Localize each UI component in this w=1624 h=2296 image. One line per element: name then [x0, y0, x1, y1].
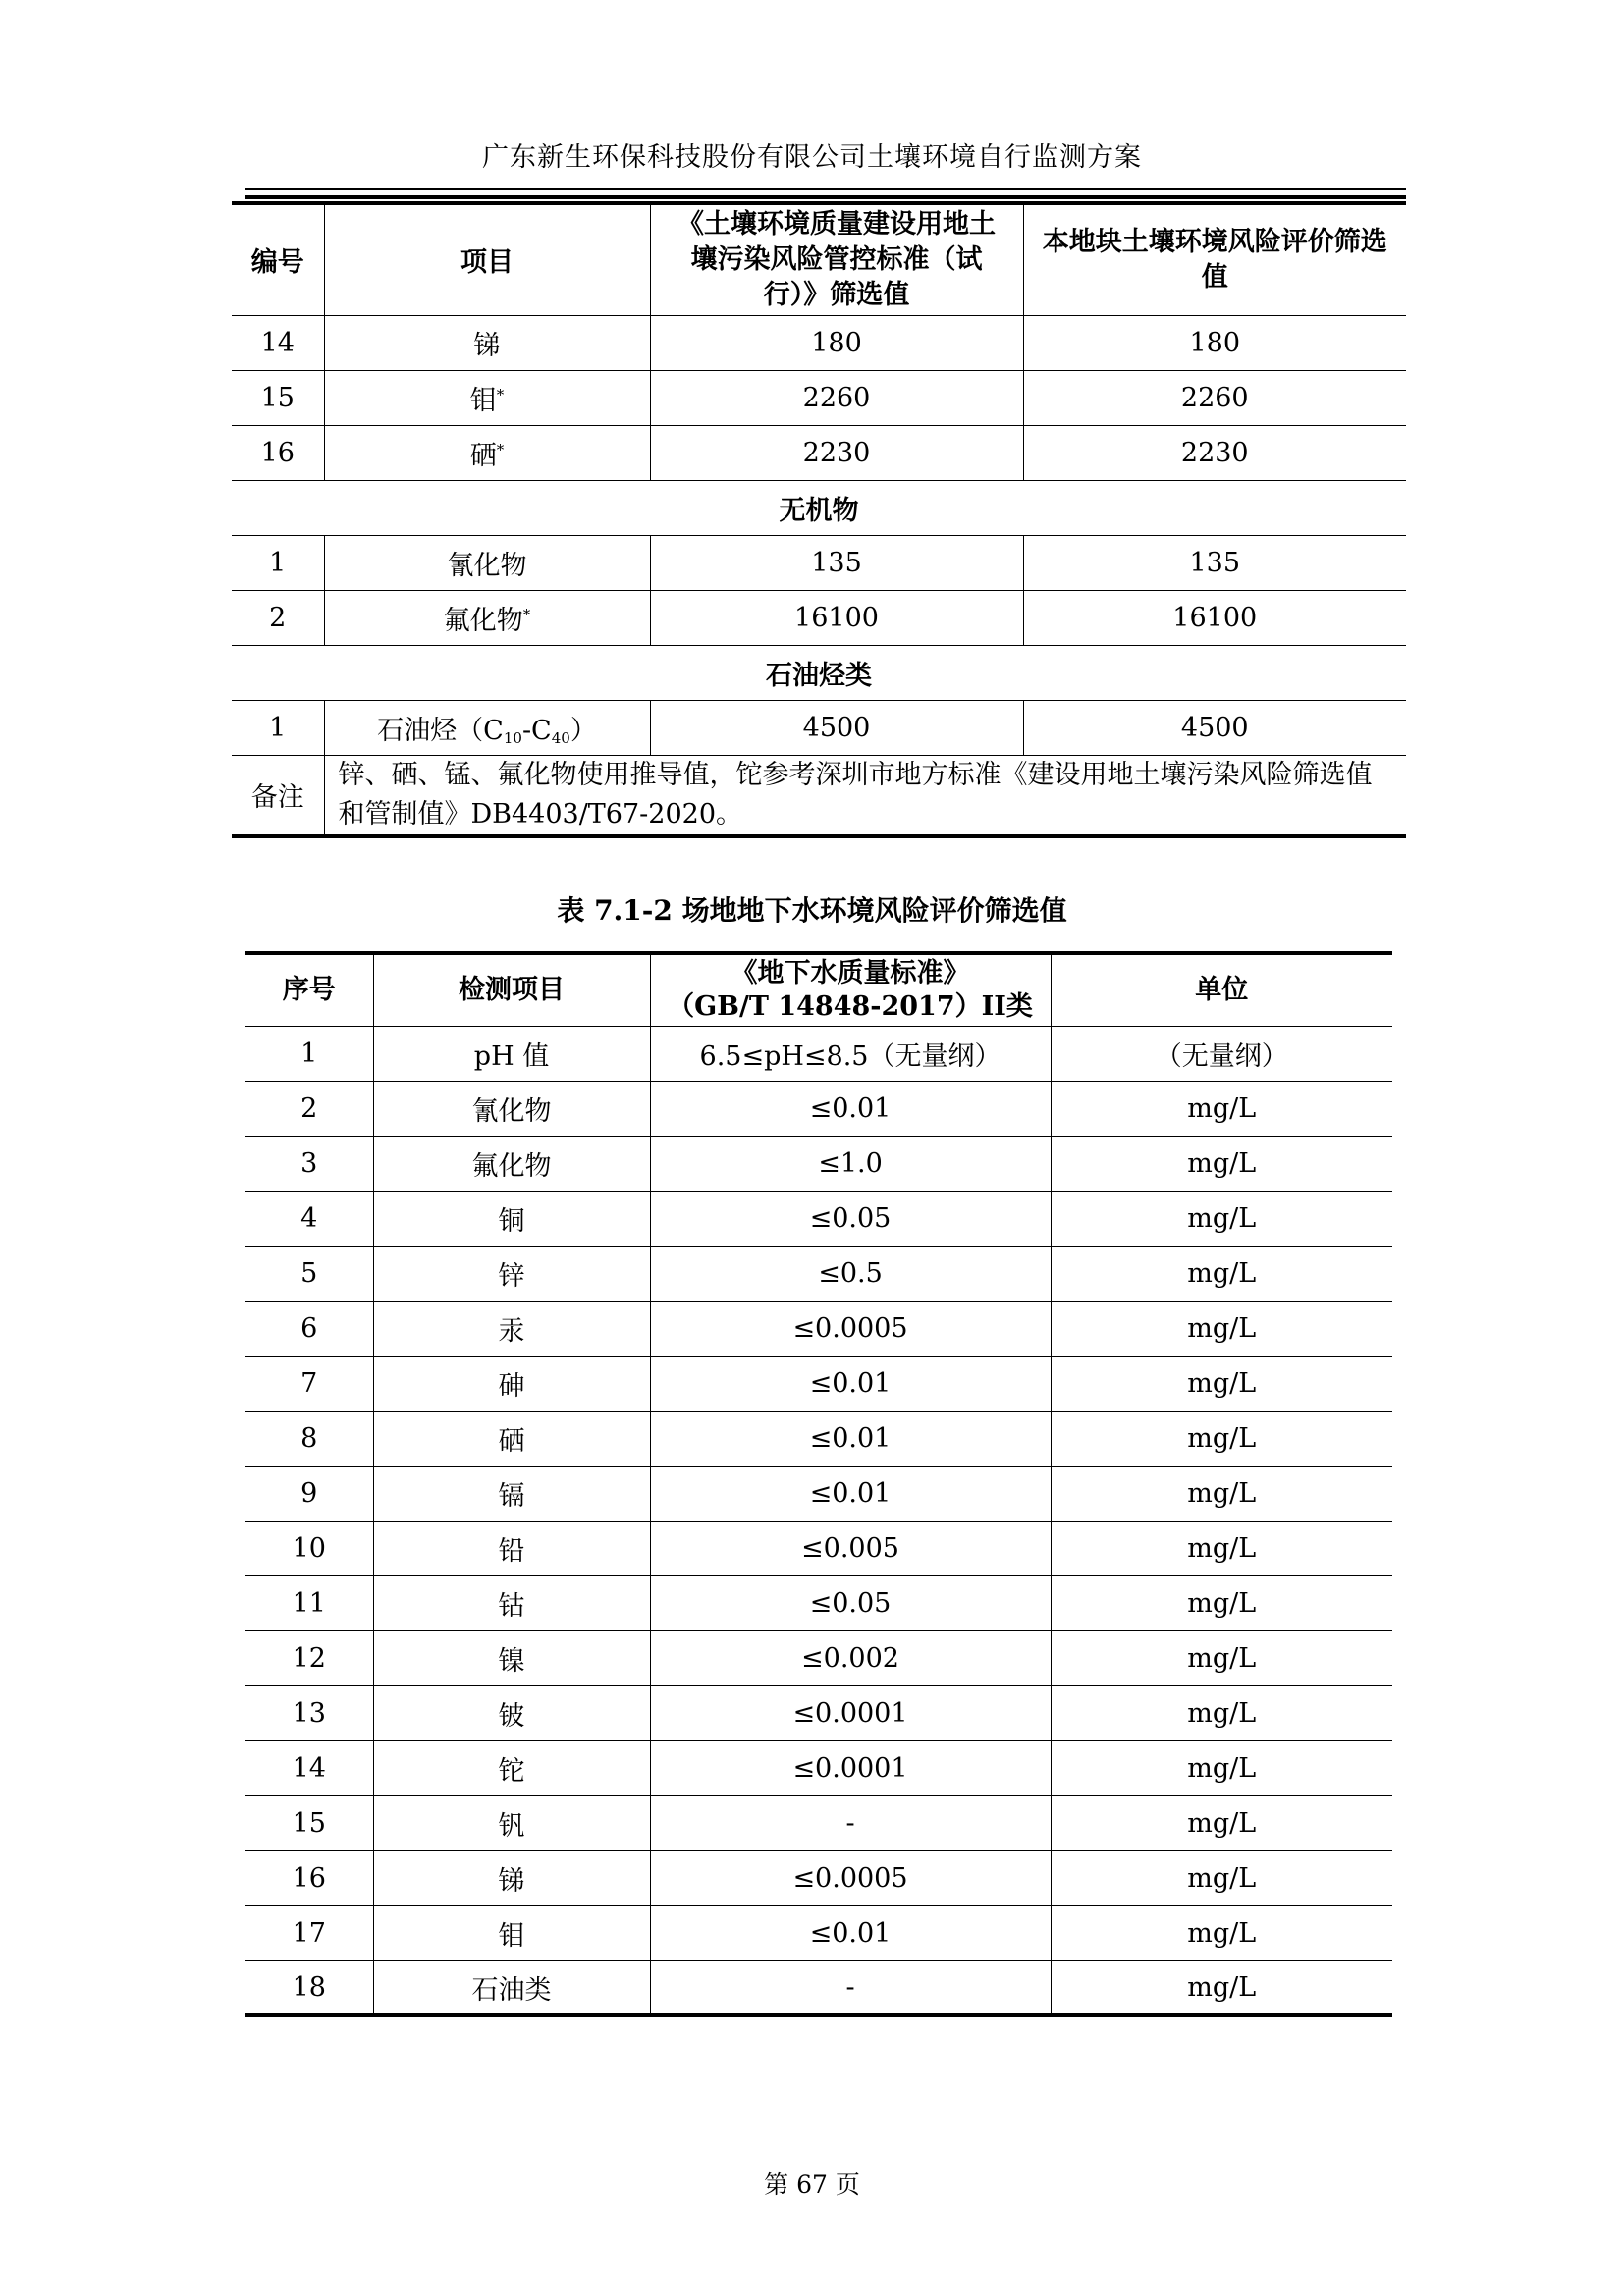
item-name: 氟化物* — [324, 590, 650, 645]
local-value: 2230 — [1023, 425, 1406, 480]
limit-value: ≤0.01 — [650, 1081, 1051, 1136]
note-text: 锌、硒、锰、氟化物使用推导值，铊参考深圳市地方标准《建设用地土壤污染风险筛选值和管制值》DB4403/T67-2020。 — [324, 755, 1406, 836]
table-row — [232, 315, 1406, 370]
section-row — [232, 645, 1406, 700]
limit-value: ≤0.005 — [650, 1521, 1051, 1575]
test-item: 硒 — [373, 1411, 650, 1466]
standard-value: 16100 — [650, 590, 1023, 645]
limit-value: ≤0.0005 — [650, 1850, 1051, 1905]
unit: mg/L — [1051, 1246, 1392, 1301]
table-row — [245, 1740, 1392, 1795]
standard-value: 4500 — [650, 700, 1023, 755]
limit-value: ≤0.0001 — [650, 1740, 1051, 1795]
standard-value: 2230 — [650, 425, 1023, 480]
test-item: 铍 — [373, 1685, 650, 1740]
table-row — [245, 1411, 1392, 1466]
limit-value: - — [650, 1960, 1051, 2015]
row-number: 14 — [232, 315, 324, 370]
table-row — [245, 1356, 1392, 1411]
limit-value: ≤0.01 — [650, 1411, 1051, 1466]
table-row — [245, 1630, 1392, 1685]
row-number: 3 — [245, 1136, 373, 1191]
table-row — [245, 1685, 1392, 1740]
unit: mg/L — [1051, 1740, 1392, 1795]
row-number: 6 — [245, 1301, 373, 1356]
local-value: 2260 — [1023, 370, 1406, 425]
item-name: 锑 — [324, 315, 650, 370]
limit-value: ≤0.0001 — [650, 1685, 1051, 1740]
standard-value: 180 — [650, 315, 1023, 370]
limit-value: ≤0.002 — [650, 1630, 1051, 1685]
standard-value: 135 — [650, 535, 1023, 590]
limit-value: 6.5≤pH≤8.5（无量纲） — [650, 1026, 1051, 1081]
test-item: 钒 — [373, 1795, 650, 1850]
row-number: 2 — [232, 590, 324, 645]
local-value: 180 — [1023, 315, 1406, 370]
unit: mg/L — [1051, 1081, 1392, 1136]
item-name: 石油烃$(C_{10}-C_{40})$ — [324, 700, 650, 755]
local-value: 16100 — [1023, 590, 1406, 645]
unit: mg/L — [1051, 1521, 1392, 1575]
unit: mg/L — [1051, 1960, 1392, 2015]
row-number: 1 — [232, 535, 324, 590]
unit: mg/L — [1051, 1905, 1392, 1960]
test-item: 汞 — [373, 1301, 650, 1356]
row-number: 4 — [245, 1191, 373, 1246]
limit-value: ≤0.5 — [650, 1246, 1051, 1301]
table-row — [245, 1301, 1392, 1356]
unit: mg/L — [1051, 1356, 1392, 1411]
test-item: 镉 — [373, 1466, 650, 1521]
note-label: 备注 — [232, 755, 324, 836]
test-item: pH 值 — [373, 1026, 650, 1081]
test-item: 砷 — [373, 1356, 650, 1411]
row-number: 9 — [245, 1466, 373, 1521]
header-rule-thick — [245, 195, 1406, 199]
table-row — [245, 1850, 1392, 1905]
item-name: 钼* — [324, 370, 650, 425]
column-header: 《土壤环境质量建设用地土壤污染风险管控标准（试行）》筛选值 — [650, 203, 1023, 315]
limit-value: ≤0.01 — [650, 1466, 1051, 1521]
unit: mg/L — [1051, 1575, 1392, 1630]
row-number: 18 — [245, 1960, 373, 2015]
groundwater-screening-table — [245, 951, 1392, 2017]
row-number: 2 — [245, 1081, 373, 1136]
table-row — [245, 1466, 1392, 1521]
row-number: 16 — [232, 425, 324, 480]
page-header-title: 广东新生环保科技股份有限公司土壤环境自行监测方案 — [482, 142, 1142, 173]
limit-value: ≤1.0 — [650, 1136, 1051, 1191]
row-number: 13 — [245, 1685, 373, 1740]
unit: mg/L — [1051, 1466, 1392, 1521]
row-number: 17 — [245, 1905, 373, 1960]
column-header: 《地下水质量标准》 （GB/T 14848-2017）II类 — [650, 953, 1051, 1026]
column-header: 序号 — [245, 953, 373, 1026]
test-item: 锌 — [373, 1246, 650, 1301]
table-row — [245, 1575, 1392, 1630]
limit-value: - — [650, 1795, 1051, 1850]
unit: mg/L — [1051, 1850, 1392, 1905]
table-row — [245, 1136, 1392, 1191]
row-number: 5 — [245, 1246, 373, 1301]
table-row — [232, 700, 1406, 755]
row-number: 1 — [245, 1026, 373, 1081]
column-header: 单位 — [1051, 953, 1392, 1026]
column-header: 编号 — [232, 203, 324, 315]
row-number: 12 — [245, 1630, 373, 1685]
table-row — [245, 1026, 1392, 1081]
page-number: 第 67 页 — [764, 2170, 860, 2199]
test-item: 镍 — [373, 1630, 650, 1685]
table-caption: 表 7.1-2 场地地下水环境风险评价筛选值 — [557, 894, 1067, 927]
test-item: 氟化物 — [373, 1136, 650, 1191]
unit: mg/L — [1051, 1795, 1392, 1850]
column-header: 检测项目 — [373, 953, 650, 1026]
table-row — [232, 535, 1406, 590]
limit-value: ≤0.01 — [650, 1356, 1051, 1411]
table-row — [245, 1246, 1392, 1301]
note-row — [232, 755, 1406, 836]
column-header: 本地块土壤环境风险评价筛选值 — [1023, 203, 1406, 315]
test-item: 钴 — [373, 1575, 650, 1630]
test-item: 石油类 — [373, 1960, 650, 2015]
test-item: 铜 — [373, 1191, 650, 1246]
soil-screening-table — [232, 201, 1406, 838]
unit: （无量纲） — [1051, 1026, 1392, 1081]
row-number: 8 — [245, 1411, 373, 1466]
table-row — [232, 425, 1406, 480]
section-row — [232, 480, 1406, 535]
item-name: 硒* — [324, 425, 650, 480]
test-item: 锑 — [373, 1850, 650, 1905]
table-row — [232, 370, 1406, 425]
row-number: 14 — [245, 1740, 373, 1795]
row-number: 16 — [245, 1850, 373, 1905]
unit: mg/L — [1051, 1685, 1392, 1740]
table-row — [245, 1905, 1392, 1960]
item-name: 氰化物 — [324, 535, 650, 590]
test-item: 铊 — [373, 1740, 650, 1795]
section-title: 无机物 — [232, 480, 1406, 535]
limit-value: ≤0.05 — [650, 1575, 1051, 1630]
table-row — [245, 1191, 1392, 1246]
limit-value: ≤0.05 — [650, 1191, 1051, 1246]
standard-value: 2260 — [650, 370, 1023, 425]
row-number: 10 — [245, 1521, 373, 1575]
table-row — [245, 1521, 1392, 1575]
row-number: 15 — [245, 1795, 373, 1850]
column-header: 项目 — [324, 203, 650, 315]
unit: mg/L — [1051, 1411, 1392, 1466]
table-row — [232, 590, 1406, 645]
local-value: 135 — [1023, 535, 1406, 590]
table-row — [245, 1960, 1392, 2015]
unit: mg/L — [1051, 1630, 1392, 1685]
test-item: 铅 — [373, 1521, 650, 1575]
test-item: 氰化物 — [373, 1081, 650, 1136]
local-value: 4500 — [1023, 700, 1406, 755]
table-row — [245, 1081, 1392, 1136]
unit: mg/L — [1051, 1191, 1392, 1246]
table-row — [245, 1795, 1392, 1850]
row-number: 11 — [245, 1575, 373, 1630]
row-number: 15 — [232, 370, 324, 425]
table-header-row — [232, 203, 1406, 315]
row-number: 1 — [232, 700, 324, 755]
row-number: 7 — [245, 1356, 373, 1411]
table-header-row — [245, 953, 1392, 1026]
header-rule — [245, 188, 1406, 190]
limit-value: ≤0.01 — [650, 1905, 1051, 1960]
unit: mg/L — [1051, 1301, 1392, 1356]
section-title: 石油烃类 — [232, 645, 1406, 700]
test-item: 钼 — [373, 1905, 650, 1960]
unit: mg/L — [1051, 1136, 1392, 1191]
limit-value: ≤0.0005 — [650, 1301, 1051, 1356]
